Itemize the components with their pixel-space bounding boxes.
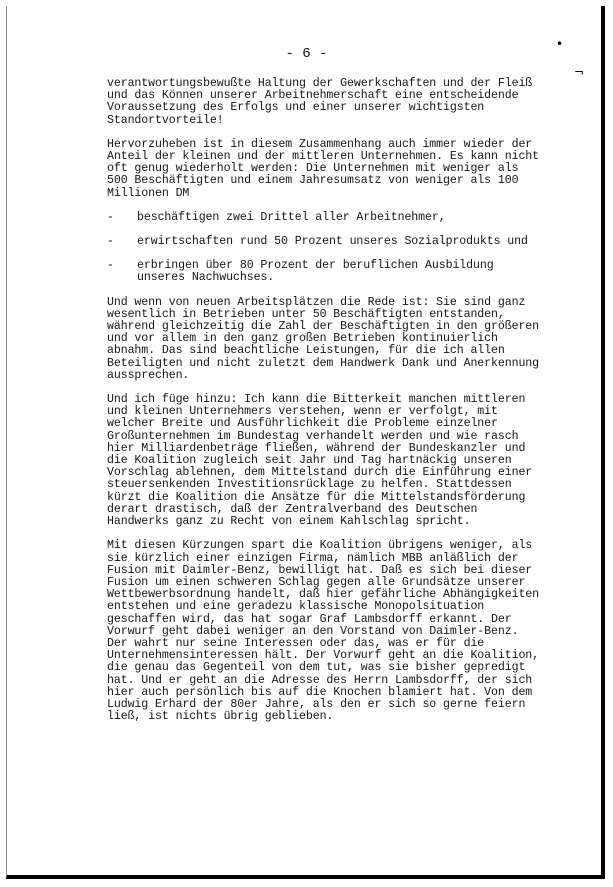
corner-mark-middle: ¬ <box>574 65 585 79</box>
paragraph-1: verantwortungsbewußte Haltung der Gewerkschaften und der Fleiß und das Können unserer Arbeitnehmerschaft eine entscheidende Voraussetzung des Erfolgs und einer unserer wichtigsten Standortvorteile! <box>107 77 533 127</box>
bullet-dash: - <box>107 259 114 273</box>
document-body <box>107 78 557 735</box>
bullet-dash: - <box>107 210 114 224</box>
bullet-item <box>107 260 557 284</box>
bullet-item <box>107 236 557 248</box>
paragraph-5: Mit diesen Kürzungen spart die Koalition übrigens weniger, als sie kürzlich einer einzigen Firma, nämlich MBB anläßlich der Fusion mit Daimler-Benz, bewilligt hat. Daß es sich bei dieser Fusion um einen schweren Schlag gegen alle Grundsätze unserer Wettbewerbsordnung handelt, daß hier gefährliche Abhängigkeiten entstehen und eine geradezu klassische Monopolsituation geschaffen wird, das hat sogar Graf Lambsdorff erkannt. Der Vorwurf geht dabei weniger an den Vorstand von Daimler-Benz. Der wahrt nur seine Interessen oder das, was er für die Unternehmensinteressen hält. Der Vorwurf geht an die Koalition, die genau das Gegenteil von dem tut, was sie bisher gepredigt hat. Und er geht an die Adresse des Herrn Lambsdorff, der sich hier auch persönlich bis auf die Knochen blamiert hat. Von dem Ludwig Erhard der 80er Jahre, als den er sich so gerne feiern ließ, ist nichts übrig geblieben. <box>107 539 540 724</box>
bullet-text: erwirtschaften rund 50 Prozent unseres Sozialprodukts und <box>137 235 528 249</box>
corner-mark-top: • <box>556 37 564 51</box>
paragraph-4: Und ich füge hinzu: Ich kann die Bitterkeit manchen mittleren und kleinen Unternehmers verstehen, wenn er verfolgt, mit welcher Breite und Ausführlichkeit die Probleme einzelner Großunternehmen im Bundestag verhandelt werden und wie rasch hier Milliardenbeträge fließen, während der Bundeskanzler und die Koalition zugleich seit Jahr und Tag hartnäckig unseren Vorschlag ablehnen, dem Mittelstand durch die Einführung einer steuersenkenden Investitionsrücklage zu helfen. Stattdessen kürzt die Koalition die Ansätze für die Mittelstandsförderung derart drastisch, daß der Zentralverband des Deutschen Handwerks ganz zu Recht von einem Kahlschlag spricht. <box>107 393 533 529</box>
paragraph-2: Hervorzuheben ist in diesem Zusammenhang auch immer wieder der Anteil der kleinen und der mittleren Unternehmen. Es kann nicht oft genug wiederholt werden: Die Unternehmen mit weniger als 500 Beschäftigten und einem Jahresumsatz von weniger als 100 Millionen DM <box>107 137 540 200</box>
bullet-text: erbringen über 80 Prozent der beruflichen Ausbildung unseres Nachwuchses. <box>137 259 494 285</box>
bullet-item <box>107 212 557 224</box>
bullet-text: beschäftigen zwei Drittel aller Arbeitnehmer, <box>137 210 446 224</box>
page-number: - 6 - <box>285 46 328 62</box>
bullet-dash: - <box>107 235 114 249</box>
paragraph-3: Und wenn von neuen Arbeitsplätzen die Rede ist: Sie sind ganz wesentlich in Betrieben unter 50 Beschäftigten entstanden, während gleichzeitig die Zahl der Beschäftigten in den größeren und vor allem in den ganz großen Betrieben kontinuierlich abnahm. Das sind beachtliche Leistungen, für die ich allen Beteiligten und nicht zuletzt dem Handwerk Dank und Anerkennung aussprechen. <box>107 295 540 382</box>
